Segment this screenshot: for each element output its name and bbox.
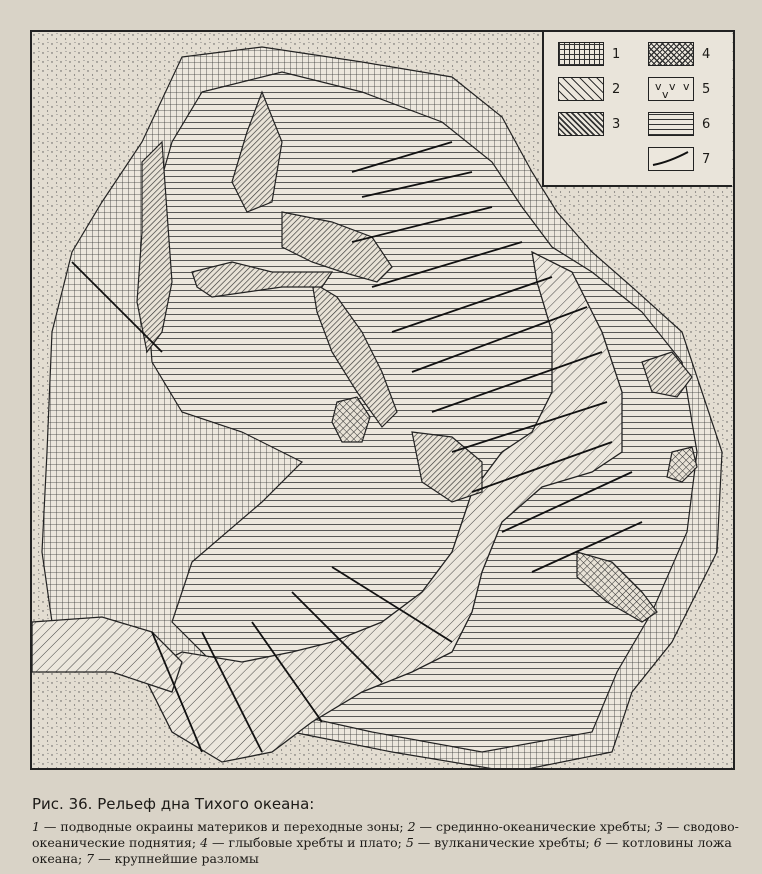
caption-item-number: 4 <box>200 835 209 850</box>
caption-item-text: — котловины ложа океана; <box>32 835 732 866</box>
caption-item-text: — крупнейшие разломы <box>94 851 259 866</box>
legend-number: 4 <box>702 46 711 62</box>
v-symbol-icon: v <box>662 88 669 101</box>
v-symbol-icon: v <box>669 80 676 93</box>
v-symbol-icon: v <box>683 80 690 93</box>
legend-item-2 <box>558 77 620 101</box>
legend-number: 6 <box>702 116 711 132</box>
legend-swatch-arch-oceanic-rises <box>558 112 604 136</box>
legend-swatch-volcanic-ridges <box>648 77 694 101</box>
legend-item-4 <box>648 42 710 66</box>
caption-title: Рис. 36. Рельеф дна Тихого океана: <box>32 795 315 813</box>
caption-item-text: — подводные окраины материков и переходные зоны; <box>39 819 408 834</box>
caption-item-number: 1 <box>32 819 40 834</box>
caption-item-number: 3 <box>654 819 663 834</box>
legend-swatch-block-ridges <box>648 42 694 66</box>
caption-item-text: — сводово-океанические поднятия; <box>32 819 739 850</box>
caption-item-text: — вулканические хребты; <box>413 835 594 850</box>
legend-item-6 <box>648 112 710 136</box>
legend-swatch-continental-margins <box>558 42 604 66</box>
legend-number: 7 <box>702 151 711 167</box>
legend-item-5 <box>648 77 710 101</box>
legend-number: 1 <box>612 46 621 62</box>
v-symbol-icon: v <box>655 80 662 93</box>
legend-number: 3 <box>612 116 621 132</box>
map-legend <box>542 32 732 187</box>
caption-item-text: — срединно-океанические хребты; <box>415 819 655 834</box>
caption-item-number: 2 <box>407 819 416 834</box>
caption-item-number: 6 <box>593 835 602 850</box>
legend-swatch-ocean-basins <box>648 112 694 136</box>
caption-item-text: — глыбовые хребты и плато; <box>208 835 406 850</box>
fault-line-icon <box>649 148 692 169</box>
caption-item-number: 7 <box>86 851 95 866</box>
legend-swatch-mid-ocean-ridges <box>558 77 604 101</box>
legend-item-1 <box>558 42 620 66</box>
legend-item-7 <box>648 147 710 171</box>
legend-item-3 <box>558 112 620 136</box>
legend-number: 2 <box>612 81 621 97</box>
caption-item-number: 5 <box>405 835 414 850</box>
caption-text <box>32 819 752 867</box>
legend-number: 5 <box>702 81 711 97</box>
map-frame <box>30 30 735 770</box>
figure-caption <box>32 795 752 867</box>
legend-swatch-fault-line <box>648 147 694 171</box>
